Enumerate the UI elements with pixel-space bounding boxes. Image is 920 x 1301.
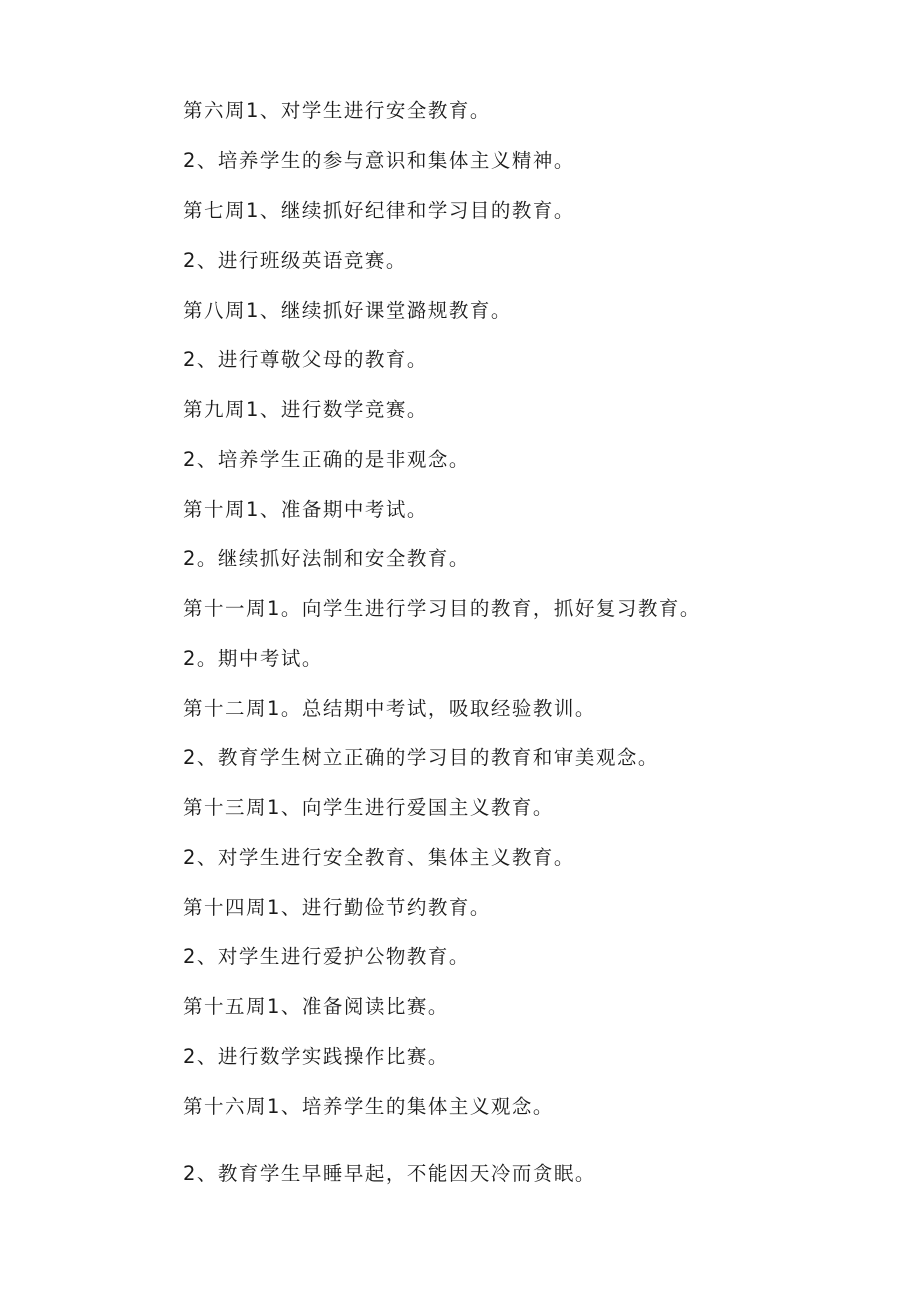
text-line-week14-1: 第十四周1、进行勤俭节约教育。 <box>183 896 491 919</box>
text-line-week10-2: 2。继续抓好法制和安全教育。 <box>183 547 470 570</box>
text-line-week11-2: 2。期中考试。 <box>183 647 323 670</box>
text-line-week7-1: 第七周1、继续抓好纪律和学习目的教育。 <box>183 199 575 222</box>
text-line-week15-1: 第十五周1、准备阅读比赛。 <box>183 995 449 1018</box>
text-line-week7-2: 2、进行班级英语竞赛。 <box>183 249 407 272</box>
text-line-week9-1: 第九周1、进行数学竞赛。 <box>183 398 428 421</box>
text-line-week16-2: 2、教育学生早睡早起，不能因天冷而贪眠。 <box>183 1162 596 1185</box>
text-line-week6-1: 第六周1、对学生进行安全教育。 <box>183 99 491 122</box>
text-line-week13-1: 第十三周1、向学生进行爱国主义教育。 <box>183 796 554 819</box>
text-line-week12-2: 2、教育学生树立正确的学习目的教育和审美观念。 <box>183 746 659 769</box>
text-line-week12-1: 第十二周1。总结期中考试，吸取经验教训。 <box>183 697 596 720</box>
text-line-week16-1: 第十六周1、培养学生的集体主义观念。 <box>183 1095 554 1118</box>
text-line-week9-2: 2、培养学生正确的是非观念。 <box>183 448 470 471</box>
text-line-week6-2: 2、培养学生的参与意识和集体主义精神。 <box>183 149 575 172</box>
text-line-week14-2: 2、对学生进行爱护公物教育。 <box>183 945 470 968</box>
text-line-week8-2: 2、进行尊敬父母的教育。 <box>183 348 428 371</box>
text-line-week13-2: 2、对学生进行安全教育、集体主义教育。 <box>183 846 575 869</box>
text-line-week15-2: 2、进行数学实践操作比赛。 <box>183 1045 449 1068</box>
text-line-week10-1: 第十周1、准备期中考试。 <box>183 498 428 521</box>
text-line-week11-1: 第十一周1。向学生进行学习目的教育，抓好复习教育。 <box>183 597 701 620</box>
text-line-week8-1: 第八周1、继续抓好课堂潞规教育。 <box>183 299 512 322</box>
